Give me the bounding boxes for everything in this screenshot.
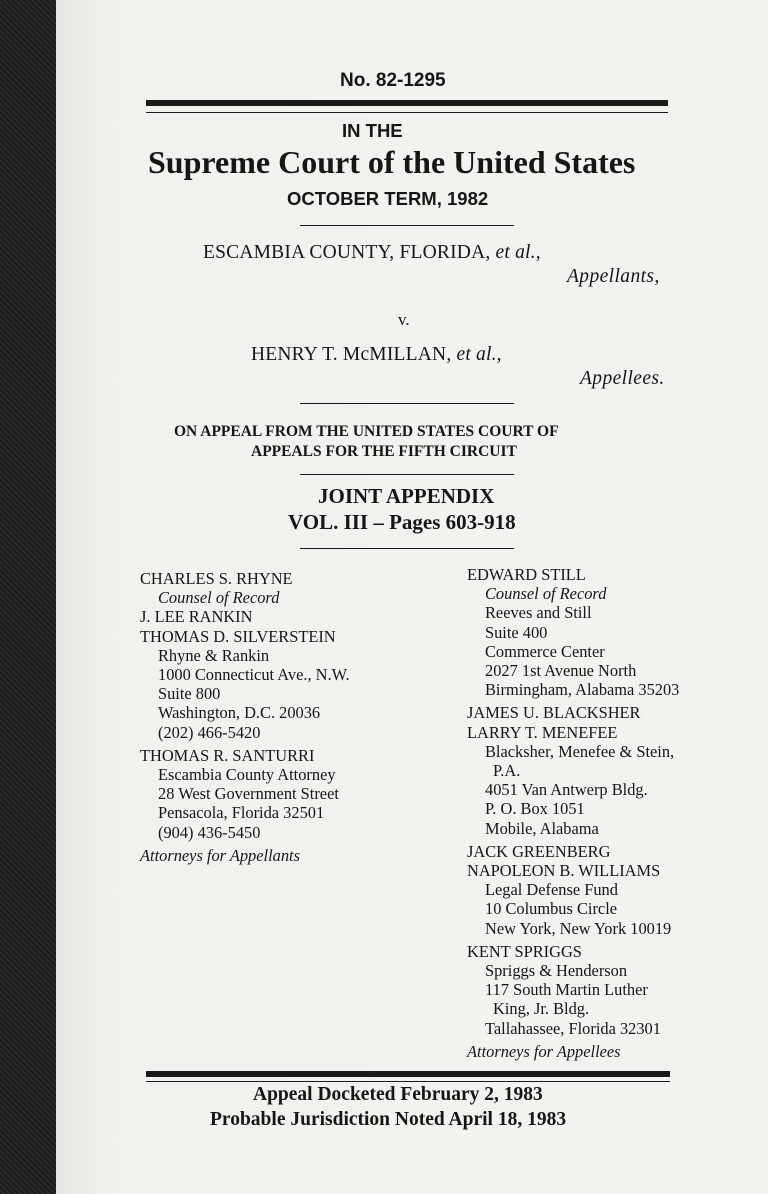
jurisdiction-noted-date: Probable Jurisdiction Noted April 18, 1983	[210, 1109, 567, 1130]
counsel-name: CHARLES S. RHYNE	[140, 569, 293, 588]
appellees-counsel-block	[467, 565, 679, 1061]
address-line: Commerce Center	[485, 641, 605, 661]
counsel-name: THOMAS D. SILVERSTEIN	[140, 626, 336, 646]
firm-name: Legal Defense Fund	[485, 880, 618, 900]
address-line: 10 Columbus Circle	[485, 899, 618, 919]
joint-appendix-title: JOINT APPENDIX	[318, 484, 495, 508]
firm-name: Rhyne & Rankin	[158, 645, 270, 665]
appellant-et-al: et al.,	[495, 242, 541, 263]
appellee-line	[251, 344, 502, 366]
top-rule-thick	[146, 100, 668, 106]
address-line: Suite 400	[485, 622, 548, 642]
address-line: 2027 1st Avenue North	[485, 661, 637, 681]
docketed-date: Appeal Docketed February 2, 1983	[253, 1084, 543, 1105]
address-line: Pensacola, Florida 32501	[158, 803, 325, 823]
bottom-rule-thick	[146, 1071, 670, 1077]
address-line: 117 South Martin Luther	[485, 980, 648, 1000]
divider-2	[300, 403, 514, 404]
phone-number: (202) 466-5420	[158, 722, 261, 742]
firm-name-continued: P.A.	[493, 761, 521, 781]
address-line: Mobile, Alabama	[485, 818, 599, 838]
counsel-name: THOMAS R. SANTURRI	[140, 745, 315, 765]
firm-name: Blacksher, Menefee & Stein,	[485, 741, 675, 761]
bottom-rule-thin	[146, 1081, 670, 1082]
counsel-name: JAMES U. BLACKSHER	[467, 703, 641, 723]
versus: v.	[398, 310, 410, 329]
address-line: Washington, D.C. 20036	[158, 703, 321, 723]
appellants-counsel-block	[140, 569, 350, 865]
attorneys-for-appellees: Attorneys for Appellees	[467, 1041, 621, 1061]
address-line: Suite 800	[158, 684, 221, 704]
volume-label: VOL. III – Pages 603-918	[288, 510, 516, 534]
counsel-name: EDWARD STILL	[467, 565, 586, 584]
counsel-name: J. LEE RANKIN	[140, 607, 253, 627]
counsel-name: KENT SPRIGGS	[467, 941, 582, 961]
divider-1	[300, 225, 514, 226]
appeal-line-2: APPEALS FOR THE FIFTH CIRCUIT	[251, 443, 517, 460]
firm-name: Reeves and Still	[485, 603, 592, 623]
divider-4	[300, 548, 514, 549]
appellants-label: Appellants,	[567, 266, 660, 287]
phone-number: (904) 436-5450	[158, 822, 261, 842]
address-line: New York, New York 10019	[485, 918, 672, 938]
counsel-of-record: Counsel of Record	[485, 584, 607, 604]
counsel-name: JACK GREENBERG	[467, 841, 611, 861]
divider-3	[300, 474, 514, 475]
appellee-et-al: et al.,	[456, 344, 502, 365]
address-line: 28 West Government Street	[158, 784, 339, 804]
counsel-of-record: Counsel of Record	[158, 588, 280, 608]
in-the-label: IN THE	[342, 120, 403, 141]
appellant-line	[203, 242, 541, 264]
address-line: Tallahassee, Florida 32301	[485, 1018, 661, 1038]
counsel-name: LARRY T. MENEFEE	[467, 722, 618, 742]
appellant-party: ESCAMBIA COUNTY, FLORIDA,	[203, 242, 491, 263]
term-label: OCTOBER TERM, 1982	[287, 188, 489, 209]
top-rule-thin	[146, 112, 668, 113]
binding-spine	[0, 0, 56, 1194]
address-line: 1000 Connecticut Ave., N.W.	[158, 665, 350, 685]
attorneys-for-appellants: Attorneys for Appellants	[140, 845, 300, 865]
appellee-party: HENRY T. McMILLAN,	[251, 344, 452, 365]
firm-name: Spriggs & Henderson	[485, 961, 628, 981]
docket-number: No. 82-1295	[340, 70, 446, 91]
firm-name: Escambia County Attorney	[158, 765, 336, 785]
address-line: P. O. Box 1051	[485, 799, 585, 819]
appeal-line-1: ON APPEAL FROM THE UNITED STATES COURT OF	[174, 423, 559, 440]
court-name: Supreme Court of the United States	[148, 144, 636, 180]
address-line: Birmingham, Alabama 35203	[485, 680, 680, 700]
address-line: King, Jr. Bldg.	[493, 999, 590, 1019]
address-line: 4051 Van Antwerp Bldg.	[485, 780, 648, 800]
counsel-name: NAPOLEON B. WILLIAMS	[467, 861, 661, 881]
appellees-label: Appellees.	[580, 368, 665, 389]
